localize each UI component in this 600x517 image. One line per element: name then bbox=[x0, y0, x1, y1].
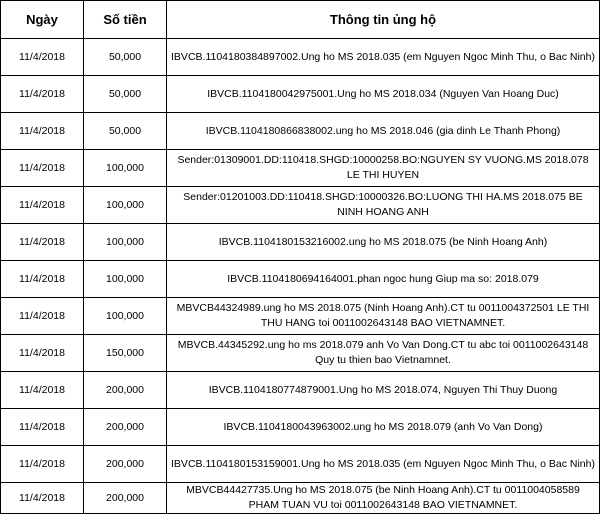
table-row bbox=[1, 150, 600, 187]
date-cell: 11/4/2018 bbox=[1, 409, 84, 446]
info-cell: Sender:01201003.DD:110418.SHGD:10000326.BO:LUONG THI HA.MS 2018.075 BE NINH HOANG ANH bbox=[167, 187, 600, 224]
amount-cell: 200,000 bbox=[84, 446, 167, 483]
amount-cell: 100,000 bbox=[84, 150, 167, 187]
table-row bbox=[1, 113, 600, 150]
amount-cell: 100,000 bbox=[84, 298, 167, 335]
header-info: Thông tin ủng hộ bbox=[167, 1, 600, 39]
info-cell: IBVCB.1104180153159001.Ung ho MS 2018.035 (em Nguyen Ngoc Minh Thu, o Bac Ninh) bbox=[167, 446, 600, 483]
date-cell: 11/4/2018 bbox=[1, 187, 84, 224]
table-row bbox=[1, 187, 600, 224]
date-cell: 11/4/2018 bbox=[1, 446, 84, 483]
info-cell: MBVCB44427735.Ung ho MS 2018.075 (be Ninh Hoang Anh).CT tu 0011004058589 PHAM TUAN VU toi 0011002643148 BAO VIETNAMNET. bbox=[167, 483, 600, 514]
info-cell: MBVCB44324989.ung ho MS 2018.075 (Ninh Hoang Anh).CT tu 0011004372501 LE THI THU HANG toi 0011002643148 BAO VIETNAMNET. bbox=[167, 298, 600, 335]
date-cell: 11/4/2018 bbox=[1, 298, 84, 335]
date-cell: 11/4/2018 bbox=[1, 76, 84, 113]
info-cell: IBVCB.1104180384897002.Ung ho MS 2018.035 (em Nguyen Ngoc Minh Thu, o Bac Ninh) bbox=[167, 39, 600, 76]
amount-cell: 50,000 bbox=[84, 76, 167, 113]
header-amount: Số tiền bbox=[84, 1, 167, 39]
info-cell: IBVCB.1104180694164001.phan ngoc hung Giup ma so: 2018.079 bbox=[167, 261, 600, 298]
info-cell: Sender:01309001.DD:110418.SHGD:10000258.BO:NGUYEN SY VUONG.MS 2018.078 LE THI HUYEN bbox=[167, 150, 600, 187]
amount-cell: 150,000 bbox=[84, 335, 167, 372]
date-cell: 11/4/2018 bbox=[1, 335, 84, 372]
table-row bbox=[1, 409, 600, 446]
header-date: Ngày bbox=[1, 1, 84, 39]
date-cell: 11/4/2018 bbox=[1, 483, 84, 514]
info-cell: IBVCB.1104180153216002.ung ho MS 2018.075 (be Ninh Hoang Anh) bbox=[167, 224, 600, 261]
date-cell: 11/4/2018 bbox=[1, 150, 84, 187]
table-header bbox=[1, 1, 600, 39]
table-body bbox=[1, 39, 600, 514]
table-row bbox=[1, 446, 600, 483]
amount-cell: 50,000 bbox=[84, 113, 167, 150]
amount-cell: 100,000 bbox=[84, 224, 167, 261]
info-cell: IBVCB.1104180774879001.Ung ho MS 2018.074, Nguyen Thi Thuy Duong bbox=[167, 372, 600, 409]
amount-cell: 50,000 bbox=[84, 39, 167, 76]
date-cell: 11/4/2018 bbox=[1, 372, 84, 409]
amount-cell: 200,000 bbox=[84, 372, 167, 409]
info-cell: MBVCB.44345292.ung ho ms 2018.079 anh Vo Van Dong.CT tu abc toi 0011002643148 Quy tu thien bao Vietnamnet. bbox=[167, 335, 600, 372]
date-cell: 11/4/2018 bbox=[1, 113, 84, 150]
table-row bbox=[1, 39, 600, 76]
date-cell: 11/4/2018 bbox=[1, 261, 84, 298]
table-row bbox=[1, 224, 600, 261]
date-cell: 11/4/2018 bbox=[1, 39, 84, 76]
amount-cell: 100,000 bbox=[84, 261, 167, 298]
table-row bbox=[1, 335, 600, 372]
table-row bbox=[1, 298, 600, 335]
info-cell: IBVCB.1104180042975001.Ung ho MS 2018.034 (Nguyen Van Hoang Duc) bbox=[167, 76, 600, 113]
table-row bbox=[1, 76, 600, 113]
amount-cell: 200,000 bbox=[84, 483, 167, 514]
table-row bbox=[1, 483, 600, 514]
date-cell: 11/4/2018 bbox=[1, 224, 84, 261]
info-cell: IBVCB.1104180866838002.ung ho MS 2018.046 (gia dinh Le Thanh Phong) bbox=[167, 113, 600, 150]
table-row bbox=[1, 261, 600, 298]
header-row bbox=[1, 1, 600, 39]
info-cell: IBVCB.1104180043963002.ung ho MS 2018.079 (anh Vo Van Dong) bbox=[167, 409, 600, 446]
amount-cell: 100,000 bbox=[84, 187, 167, 224]
amount-cell: 200,000 bbox=[84, 409, 167, 446]
table-row bbox=[1, 372, 600, 409]
